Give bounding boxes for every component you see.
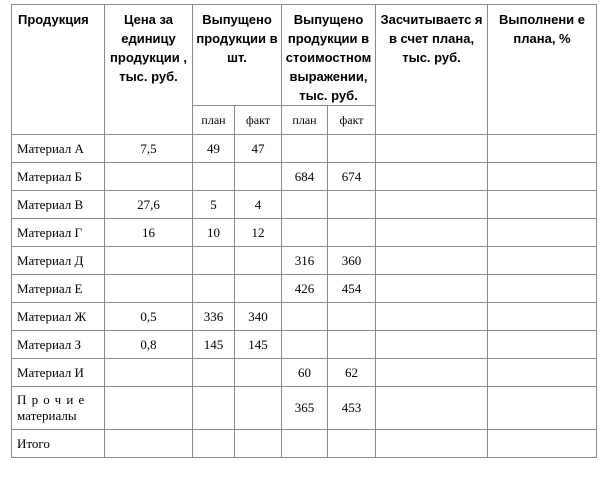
- cell-units-plan: [193, 247, 235, 275]
- cell-units-plan: [193, 430, 235, 458]
- cell-value-plan: 684: [282, 163, 328, 191]
- cell-units-fact: 47: [235, 135, 282, 163]
- cell-units-fact: 145: [235, 331, 282, 359]
- table-row: [12, 275, 597, 303]
- table-row: [12, 219, 597, 247]
- table-row-other: [12, 387, 597, 430]
- cell-product-name: Итого: [12, 430, 105, 458]
- cell-completion: [488, 191, 597, 219]
- cell-completion: [488, 247, 597, 275]
- other-name-line1: Прочие: [17, 392, 90, 407]
- cell-completion: [488, 359, 597, 387]
- cell-completion: [488, 135, 597, 163]
- header-row: [12, 5, 597, 106]
- cell-units-fact: [235, 359, 282, 387]
- cell-price: 0,8: [105, 331, 193, 359]
- subheader-value-plan: план: [282, 106, 328, 135]
- cell-value-plan: 365: [282, 387, 328, 430]
- cell-counted: [376, 163, 488, 191]
- cell-completion: [488, 387, 597, 430]
- cell-counted: [376, 135, 488, 163]
- table-row: [12, 303, 597, 331]
- cell-product-name: Материал И: [12, 359, 105, 387]
- cell-price: [105, 430, 193, 458]
- cell-value-fact: 453: [328, 387, 376, 430]
- cell-units-fact: [235, 275, 282, 303]
- production-plan-table: [11, 4, 597, 458]
- cell-value-fact: [328, 430, 376, 458]
- cell-product-name: Материал Ж: [12, 303, 105, 331]
- cell-value-fact: [328, 219, 376, 247]
- subheader-units-plan: план: [193, 106, 235, 135]
- cell-price: [105, 247, 193, 275]
- cell-units-plan: 10: [193, 219, 235, 247]
- cell-price: [105, 163, 193, 191]
- subheader-value-fact: факт: [328, 106, 376, 135]
- cell-completion: [488, 303, 597, 331]
- cell-units-fact: [235, 247, 282, 275]
- cell-value-fact: 62: [328, 359, 376, 387]
- cell-price: 27,6: [105, 191, 193, 219]
- cell-value-plan: [282, 331, 328, 359]
- cell-value-fact: [328, 191, 376, 219]
- cell-units-plan: 5: [193, 191, 235, 219]
- cell-completion: [488, 163, 597, 191]
- cell-product-name: [12, 387, 105, 430]
- cell-product-name: Материал Г: [12, 219, 105, 247]
- data-table-container: [11, 4, 597, 458]
- cell-value-fact: [328, 331, 376, 359]
- cell-completion: [488, 430, 597, 458]
- table-row: [12, 247, 597, 275]
- cell-units-plan: [193, 387, 235, 430]
- cell-product-name: Материал Д: [12, 247, 105, 275]
- table-row: [12, 135, 597, 163]
- cell-units-fact: [235, 163, 282, 191]
- header-value: Выпущено продукции в стоимостном выражении, тыс. руб.: [282, 5, 376, 106]
- cell-units-fact: [235, 387, 282, 430]
- cell-price: 0,5: [105, 303, 193, 331]
- cell-value-plan: 60: [282, 359, 328, 387]
- header-units: Выпущено продукции в шт.: [193, 5, 282, 106]
- header-price: Цена за единицу продукции , тыс. руб.: [105, 5, 193, 135]
- table-row: [12, 163, 597, 191]
- cell-units-fact: 4: [235, 191, 282, 219]
- cell-counted: [376, 275, 488, 303]
- cell-value-plan: [282, 303, 328, 331]
- cell-product-name: Материал А: [12, 135, 105, 163]
- header-completion: Выполнени е плана, %: [488, 5, 597, 135]
- table-row: [12, 331, 597, 359]
- cell-value-plan: 426: [282, 275, 328, 303]
- cell-units-fact: [235, 430, 282, 458]
- cell-price: [105, 275, 193, 303]
- cell-counted: [376, 191, 488, 219]
- table-row-total: [12, 430, 597, 458]
- cell-value-fact: 454: [328, 275, 376, 303]
- cell-units-plan: 336: [193, 303, 235, 331]
- cell-value-plan: [282, 430, 328, 458]
- cell-units-plan: [193, 163, 235, 191]
- cell-counted: [376, 219, 488, 247]
- cell-value-fact: 360: [328, 247, 376, 275]
- cell-value-fact: [328, 135, 376, 163]
- cell-counted: [376, 331, 488, 359]
- cell-value-fact: 674: [328, 163, 376, 191]
- other-name-line2: материалы: [17, 408, 77, 423]
- header-product: Продукция: [12, 5, 105, 135]
- cell-product-name: Материал Е: [12, 275, 105, 303]
- table-row: [12, 191, 597, 219]
- cell-counted: [376, 359, 488, 387]
- cell-price: [105, 359, 193, 387]
- cell-completion: [488, 219, 597, 247]
- cell-units-fact: 340: [235, 303, 282, 331]
- cell-price: [105, 387, 193, 430]
- subheader-units-fact: факт: [235, 106, 282, 135]
- cell-product-name: Материал В: [12, 191, 105, 219]
- cell-product-name: Материал З: [12, 331, 105, 359]
- cell-units-plan: 49: [193, 135, 235, 163]
- cell-counted: [376, 247, 488, 275]
- cell-units-plan: [193, 359, 235, 387]
- cell-units-plan: [193, 275, 235, 303]
- cell-units-plan: 145: [193, 331, 235, 359]
- cell-completion: [488, 331, 597, 359]
- cell-price: 7,5: [105, 135, 193, 163]
- header-counted: Засчитываетс я в счет плана, тыс. руб.: [376, 5, 488, 135]
- cell-counted: [376, 303, 488, 331]
- cell-completion: [488, 275, 597, 303]
- cell-value-plan: [282, 191, 328, 219]
- cell-value-plan: [282, 135, 328, 163]
- cell-value-fact: [328, 303, 376, 331]
- cell-price: 16: [105, 219, 193, 247]
- cell-value-plan: [282, 219, 328, 247]
- cell-value-plan: 316: [282, 247, 328, 275]
- cell-product-name: Материал Б: [12, 163, 105, 191]
- cell-units-fact: 12: [235, 219, 282, 247]
- cell-counted: [376, 430, 488, 458]
- cell-counted: [376, 387, 488, 430]
- table-row: [12, 359, 597, 387]
